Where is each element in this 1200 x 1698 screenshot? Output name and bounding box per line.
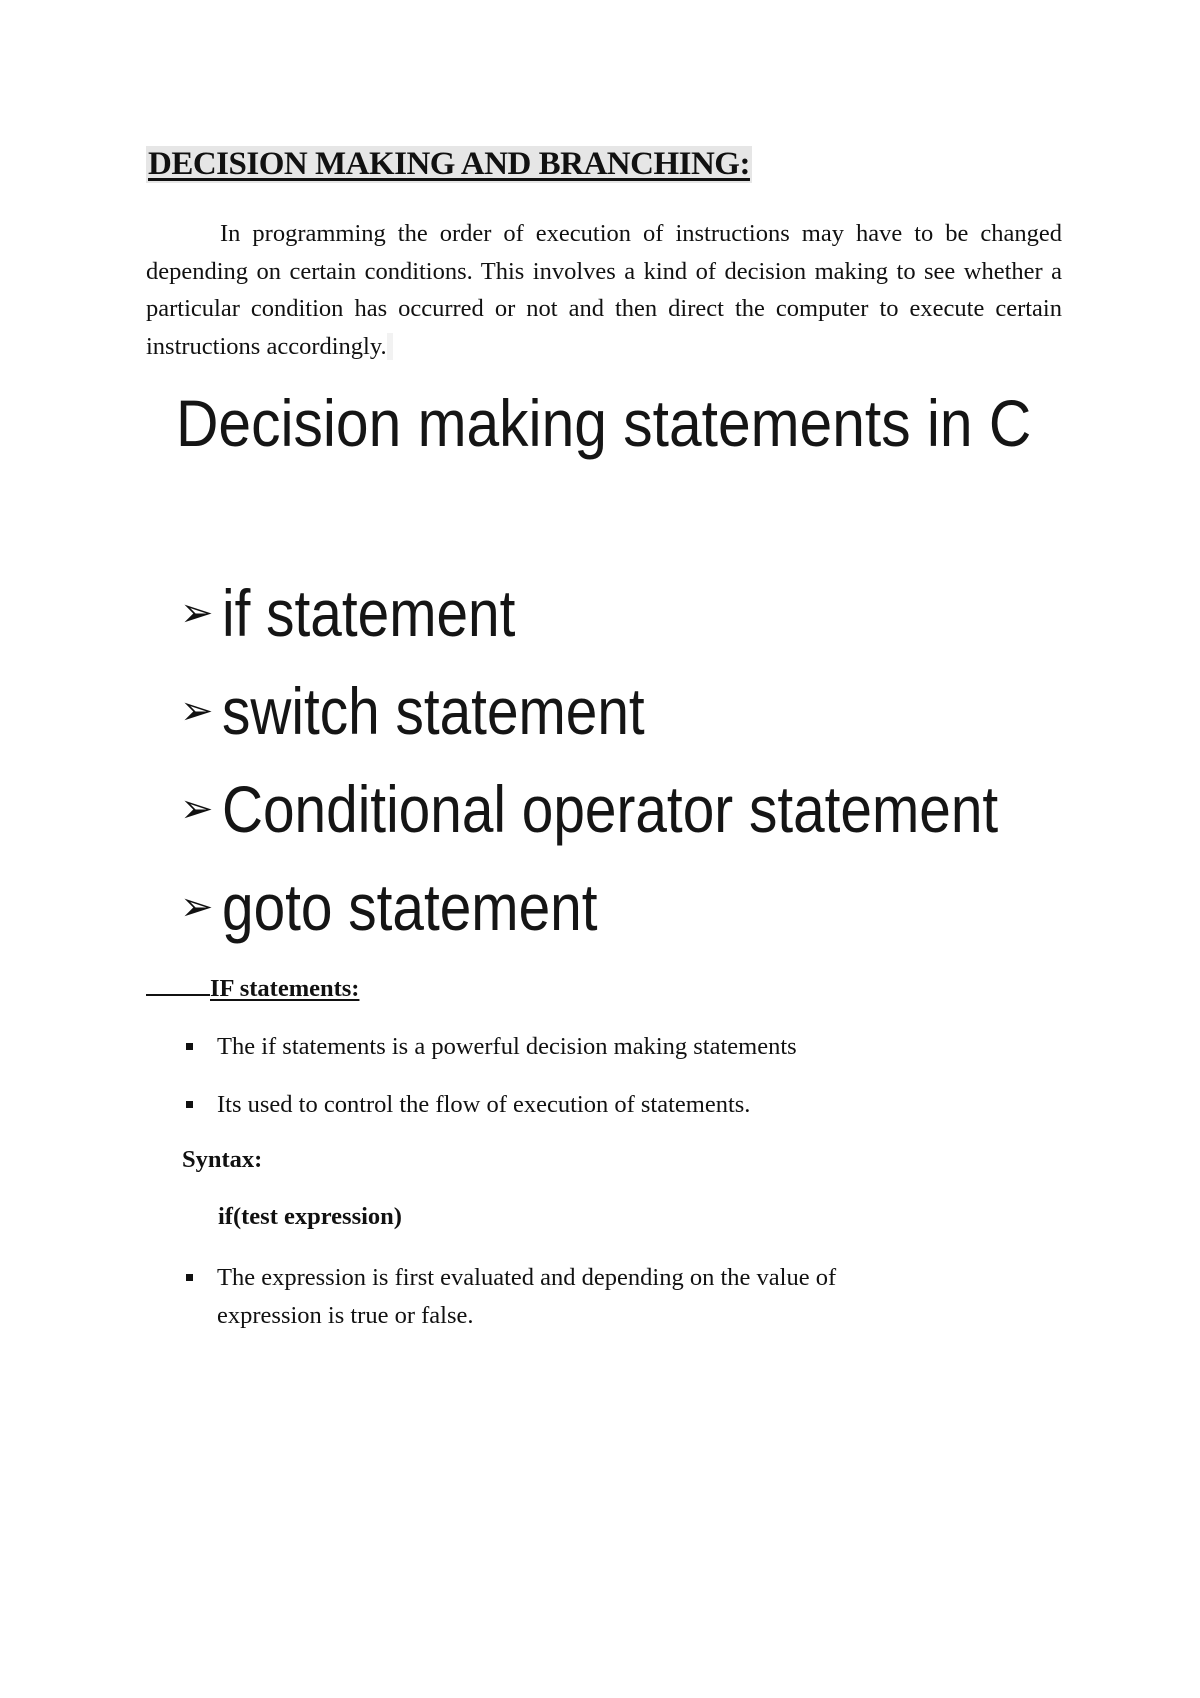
main-heading: DECISION MAKING AND BRANCHING: [148, 146, 750, 182]
slide-item-label: if statement [222, 576, 516, 650]
text-cursor-highlight [387, 333, 393, 360]
syntax-label: Syntax: [182, 1146, 263, 1173]
heading-underline-pad [146, 974, 210, 996]
slide-item [180, 673, 714, 749]
syntax-code: if(test expression) [218, 1203, 402, 1230]
slide-item-label: Conditional operator statement [222, 772, 999, 846]
arrow-bullet-icon: ➢ [180, 786, 214, 832]
intro-paragraph [146, 215, 1062, 365]
slide-item [180, 869, 659, 945]
if-statements-heading [146, 974, 359, 1003]
list-item-text: The expression is first evaluated and depending on the value of expression is true or false. [217, 1264, 837, 1329]
list-item [186, 1028, 986, 1066]
arrow-bullet-icon: ➢ [180, 884, 214, 930]
arrow-bullet-icon: ➢ [180, 590, 214, 636]
slide-item-label: switch statement [222, 674, 645, 748]
list-item [186, 1086, 986, 1124]
slide-item [180, 771, 1125, 847]
arrow-bullet-icon: ➢ [180, 688, 214, 734]
if-statements-heading-text: IF statements: [210, 975, 360, 1002]
list-item [186, 1259, 946, 1334]
list-item-text: Its used to control the flow of execution of statements. [217, 1091, 751, 1118]
slide-item-label: goto statement [222, 870, 598, 944]
intro-text: In programming the order of execution of instructions may have to be changed depending on certain conditions. This involves a kind of decision making to see whether a particular condition has occurred or not and then direct the computer to execute certain instructions accordingly. [146, 220, 1062, 360]
slide-item [180, 575, 563, 651]
square-bullet-icon [186, 1101, 193, 1108]
slide-title: Decision making statements in C [176, 386, 1032, 460]
square-bullet-icon [186, 1043, 193, 1050]
list-item-text: The if statements is a powerful decision making statements [217, 1033, 797, 1060]
square-bullet-icon [186, 1274, 193, 1281]
